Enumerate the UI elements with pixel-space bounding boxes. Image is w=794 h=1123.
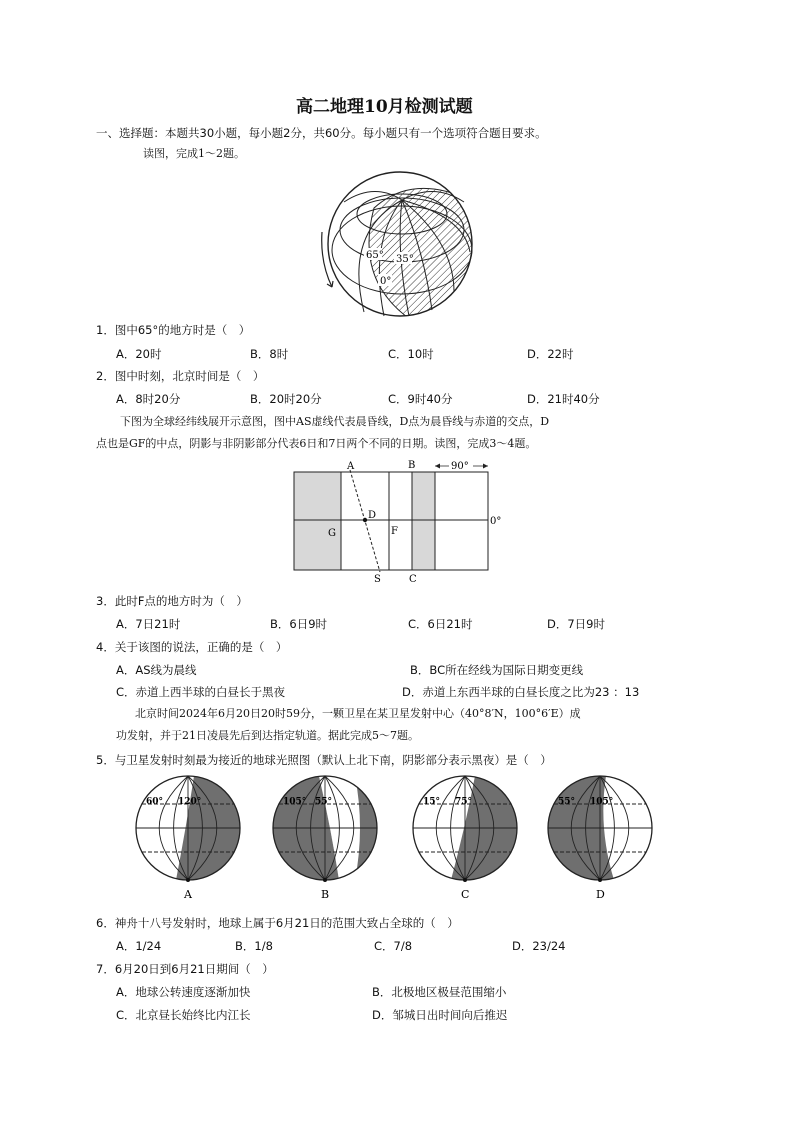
globe-label-deg2: 120°	[178, 797, 202, 807]
globe-letter: B	[321, 888, 330, 901]
intro-q1-2: 读图，完成1～2题。	[143, 147, 245, 160]
q6-option-d[interactable]: D．23/24	[512, 939, 566, 953]
globe-label-deg2: 75°	[455, 797, 473, 807]
label-S: S	[374, 574, 381, 585]
q3-option-b[interactable]: B．6日9时	[270, 617, 328, 631]
q7-option-c[interactable]: C．北京昼长始终比内江长	[116, 1008, 251, 1022]
q7-option-a[interactable]: A．地球公转速度逐渐加快	[116, 985, 251, 999]
q3-option-c[interactable]: C．6日21时	[408, 617, 473, 631]
q7-option-b[interactable]: B．北极地区极昼范围缩小	[372, 985, 507, 999]
globe-label-deg2: 55°	[315, 797, 333, 807]
label-G: G	[328, 528, 336, 539]
globe-label-deg2: 105°	[590, 797, 614, 807]
q4-option-c[interactable]: C．赤道上西半球的白昼长于黑夜	[116, 685, 286, 699]
label-0: 0°	[380, 276, 392, 287]
intro-q3-4-line2: 点也是GF的中点，阴影与非阴影部分代表6日和7日两个不同的日期。读图，完成3～4题。	[96, 437, 537, 450]
q1-option-d[interactable]: D．22时	[527, 347, 574, 361]
q5-stem: 5．与卫星发射时刻最为接近的地球光照图（默认上北下南，阴影部分表示黑夜）是（ ）	[96, 753, 552, 767]
globe-label-deg1: 15°	[423, 797, 441, 807]
globe-letter: C	[461, 888, 470, 901]
q6-option-a[interactable]: A．1/24	[116, 939, 162, 953]
q3-option-d[interactable]: D．7日9时	[547, 617, 605, 631]
globes-figure	[125, 772, 665, 904]
globe-label-deg1: 105°	[283, 797, 307, 807]
section-heading: 一、选择题：本题共30小题，每小题2分，共60分。每小题只有一个选项符合题目要求。	[96, 126, 547, 140]
globe-label-deg1: 60°	[146, 797, 164, 807]
q7-stem: 7．6月20日到6月21日期间（ ）	[96, 962, 274, 976]
q4-option-d[interactable]: D．赤道上东西半球的白昼长度之比为23 ：13	[402, 685, 640, 699]
q2-stem: 2．图中时刻，北京时间是（ ）	[96, 369, 265, 383]
q1-option-a[interactable]: A．20时	[116, 347, 162, 361]
globe-label-deg1: 55°	[558, 797, 576, 807]
q4-option-a[interactable]: A．AS线为晨线	[116, 663, 197, 677]
page-title: 高二地理10月检测试题	[296, 97, 473, 117]
globe-figure	[314, 162, 484, 322]
graticule-figure	[288, 458, 508, 586]
q2-option-d[interactable]: D．21时40分	[527, 392, 600, 406]
q6-option-c[interactable]: C．7/8	[374, 939, 413, 953]
globe-a	[136, 776, 248, 901]
label-B: B	[408, 460, 416, 471]
globe-letter: D	[596, 888, 605, 901]
label-65: 65°	[366, 250, 384, 261]
globe-d	[540, 776, 652, 901]
label-90-degree: 90°	[451, 461, 469, 472]
q6-option-b[interactable]: B．1/8	[235, 939, 273, 953]
q2-option-c[interactable]: C．9时40分	[388, 392, 453, 406]
q3-option-a[interactable]: A．7日21时	[116, 617, 181, 631]
globe-b	[265, 768, 385, 901]
globe-letter: A	[184, 888, 192, 901]
q2-option-a[interactable]: A．8时20分	[116, 392, 181, 406]
label-D: D	[368, 510, 377, 521]
q1-option-b[interactable]: B．8时	[250, 347, 289, 361]
q7-option-d[interactable]: D．邹城日出时间向后推迟	[372, 1008, 508, 1022]
label-equator-0: 0°	[490, 516, 502, 527]
q4-stem: 4．关于该图的说法，正确的是（ ）	[96, 640, 288, 654]
q1-option-c[interactable]: C．10时	[388, 347, 434, 361]
intro-q5-7-line2: 功发射，并于21日凌晨先后到达指定轨道。据此完成5～7题。	[116, 729, 419, 742]
q3-stem: 3．此时F点的地方时为（ ）	[96, 594, 248, 608]
label-A: A	[347, 461, 355, 472]
label-F: F	[391, 526, 398, 537]
q1-stem: 1．图中65°的地方时是（ ）	[96, 323, 251, 337]
intro-q5-7-line1: 北京时间2024年6月20日20时59分，一颗卫星在某卫星发射中心（40°8′N，100°6′E）成	[135, 707, 581, 720]
q6-stem: 6．神舟十八号发射时，地球上属于6月21日的范围大致占全球的（ ）	[96, 916, 459, 930]
q2-option-b[interactable]: B．20时20分	[250, 392, 322, 406]
label-35: 35°	[396, 254, 414, 265]
globe-c	[413, 776, 525, 901]
intro-q3-4-line1: 下图为全球经纬线展开示意图，图中AS虚线代表晨昏线，D点为晨昏线与赤道的交点，D	[120, 415, 550, 428]
label-C: C	[409, 574, 417, 585]
q4-option-b[interactable]: B．BC所在经线为国际日期变更线	[410, 663, 584, 677]
